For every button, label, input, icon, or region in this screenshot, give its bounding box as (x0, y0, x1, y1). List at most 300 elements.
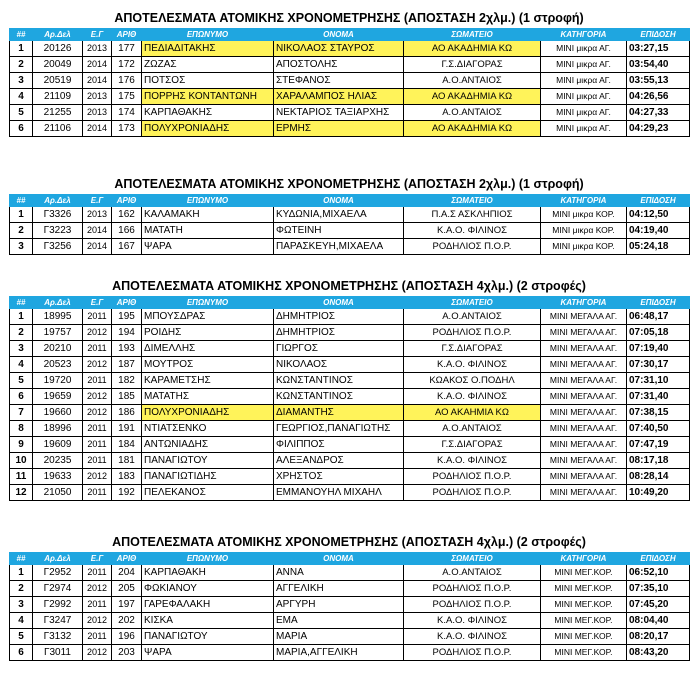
table-row (10, 309, 690, 325)
section-title: ΑΠΟΤΕΛΕΣΜΑΤΑ ΑΤΟΜΙΚΗΣ ΧΡΟΝΟΜΕΤΡΗΣΗΣ (ΑΠΟΣΤΑΣΗ 2χλμ.) (1 στροφή) (114, 11, 584, 25)
cell-arith: 166 (112, 223, 142, 239)
cell-del: Γ2974 (33, 581, 83, 597)
cell-name: ΔΗΜΗΤΡΙΟΣ (274, 325, 404, 341)
cell-surname: ΓΑΡΕΦΑΛΑΚΗ (142, 597, 274, 613)
cell-club: Α.Ο.ΑΝΤΑΙΟΣ (404, 421, 541, 437)
table-row (10, 341, 690, 357)
cell-n: 3 (10, 597, 33, 613)
cell-surname: ΚΑΛΑΜΑΚΗ (142, 207, 274, 223)
cell-time: 07:19,40 (627, 341, 690, 357)
cell-time: 06:48,17 (627, 309, 690, 325)
cell-eg: 2011 (83, 421, 112, 437)
cell-club: ΡΟΔΗΛΙΟΣ Π.Ο.Ρ. (404, 325, 541, 341)
cell-cat: ΜΙΝΙ ΜΕΓΑΛΑ ΑΓ. (541, 389, 627, 405)
cell-n: 7 (10, 405, 33, 421)
table-row (10, 485, 690, 501)
cell-surname: ΠΑΝΑΓΙΩΤΟΥ (142, 629, 274, 645)
cell-surname: ΚΙΣΚΑ (142, 613, 274, 629)
cell-time: 07:05,18 (627, 325, 690, 341)
cell-cat: ΜΙΝΙ ΜΕΓ.ΚΟΡ. (541, 613, 627, 629)
cell-cat: ΜΙΝΙ ΜΕΓΑΛΑ ΑΓ. (541, 357, 627, 373)
cell-time: 07:38,15 (627, 405, 690, 421)
results-table (9, 194, 690, 255)
cell-del: 21255 (33, 105, 83, 121)
cell-eg: 2011 (83, 309, 112, 325)
column-header: Ε.Γ (83, 297, 112, 309)
column-header: Αρ.Δελ (33, 29, 83, 41)
cell-club: ΡΟΔΗΛΙΟΣ Π.Ο.Ρ. (404, 239, 541, 255)
results-section-3 (9, 276, 689, 501)
cell-cat: ΜΙΝΙ μικρα ΚΟΡ. (541, 207, 627, 223)
cell-arith: 197 (112, 597, 142, 613)
cell-n: 10 (10, 453, 33, 469)
cell-n: 12 (10, 485, 33, 501)
column-header: ΣΩΜΑΤΕΙΟ (404, 29, 541, 41)
cell-del: Γ3011 (33, 645, 83, 661)
cell-n: 8 (10, 421, 33, 437)
cell-cat: ΜΙΝΙ μικρα ΑΓ. (541, 121, 627, 137)
cell-surname: ΠΟΡΡΗΣ ΚΟΝΤΑΝΤΩΝΗ (142, 89, 274, 105)
cell-arith: 202 (112, 613, 142, 629)
cell-n: 4 (10, 613, 33, 629)
cell-time: 07:30,17 (627, 357, 690, 373)
cell-name: ΑΠΟΣΤΟΛΗΣ (274, 57, 404, 73)
cell-time: 04:26,56 (627, 89, 690, 105)
cell-n: 2 (10, 223, 33, 239)
cell-arith: 185 (112, 389, 142, 405)
cell-club: Κ.Α.Ο. ΦΙΛΙΝΟΣ (404, 389, 541, 405)
cell-del: 20523 (33, 357, 83, 373)
table-row (10, 469, 690, 485)
results-section-2 (9, 174, 689, 255)
cell-del: 19757 (33, 325, 83, 341)
cell-name: ΕΜΜΑΝΟΥΗΛ ΜΙΧΑΗΛ (274, 485, 404, 501)
table-row (10, 405, 690, 421)
cell-eg: 2011 (83, 629, 112, 645)
cell-time: 07:31,40 (627, 389, 690, 405)
table-row (10, 389, 690, 405)
header-row (10, 553, 690, 565)
cell-name: ΔΙΑΜΑΝΤΗΣ (274, 405, 404, 421)
cell-club: ΡΟΔΗΛΙΟΣ Π.Ο.Ρ. (404, 485, 541, 501)
cell-eg: 2012 (83, 357, 112, 373)
cell-surname: ΠΟΛΥΧΡΟΝΙΑΔΗΣ (142, 405, 274, 421)
cell-club: Κ.Α.Ο. ΦΙΛΙΝΟΣ (404, 357, 541, 373)
column-header: ΕΠΩΝΥΜΟ (142, 553, 274, 565)
cell-cat: ΜΙΝΙ ΜΕΓΑΛΑ ΑΓ. (541, 437, 627, 453)
cell-arith: 176 (112, 73, 142, 89)
cell-cat: ΜΙΝΙ ΜΕΓΑΛΑ ΑΓ. (541, 309, 627, 325)
cell-cat: ΜΙΝΙ ΜΕΓΑΛΑ ΑΓ. (541, 341, 627, 357)
cell-surname: ΨΑΡΑ (142, 239, 274, 255)
cell-n: 6 (10, 121, 33, 137)
cell-club: ΑΟ ΑΚΑΔΗΜΙΑ ΚΩ (404, 89, 541, 105)
table-row (10, 325, 690, 341)
cell-n: 3 (10, 341, 33, 357)
column-header: ΚΑΤΗΓΟΡΙΑ (541, 297, 627, 309)
table-row (10, 41, 690, 57)
cell-time: 07:31,10 (627, 373, 690, 389)
cell-surname: ΚΑΡΠΑΘΑΚΗΣ (142, 105, 274, 121)
cell-n: 4 (10, 357, 33, 373)
cell-club: ΡΟΔΗΛΙΟΣ Π.Ο.Ρ. (404, 597, 541, 613)
results-section-1 (9, 8, 689, 137)
cell-arith: 187 (112, 357, 142, 373)
section-title: ΑΠΟΤΕΛΕΣΜΑΤΑ ΑΤΟΜΙΚΗΣ ΧΡΟΝΟΜΕΤΡΗΣΗΣ (ΑΠΟΣΤΑΣΗ 4χλμ.) (2 στροφές) (112, 279, 586, 293)
table-row (10, 453, 690, 469)
cell-arith: 167 (112, 239, 142, 255)
cell-n: 5 (10, 629, 33, 645)
column-header: ΟΝΟΜΑ (274, 29, 404, 41)
cell-club: ΑΟ ΑΚΑΔΗΜΙΑ ΚΩ (404, 121, 541, 137)
cell-club: Α.Ο.ΑΝΤΑΙΟΣ (404, 565, 541, 581)
column-header: ## (10, 553, 33, 565)
table-row (10, 357, 690, 373)
cell-club: Π.Α.Σ ΑΣΚΛΗΠΙΟΣ (404, 207, 541, 223)
cell-del: Γ3326 (33, 207, 83, 223)
cell-club: Κ.Α.Ο. ΦΙΛΙΝΟΣ (404, 629, 541, 645)
cell-club: Κ.Α.Ο. ΦΙΛΙΝΟΣ (404, 223, 541, 239)
cell-club: ΡΟΔΗΛΙΟΣ Π.Ο.Ρ. (404, 581, 541, 597)
cell-del: 19720 (33, 373, 83, 389)
cell-arith: 196 (112, 629, 142, 645)
cell-cat: ΜΙΝΙ ΜΕΓΑΛΑ ΑΓ. (541, 325, 627, 341)
column-header: ## (10, 195, 33, 207)
table-row (10, 121, 690, 137)
cell-time: 03:27,15 (627, 41, 690, 57)
cell-surname: ΠΟΤΣΟΣ (142, 73, 274, 89)
cell-club: Γ.Σ.ΔΙΑΓΟΡΑΣ (404, 341, 541, 357)
cell-surname: ΠΕΔΙΑΔΙΤΑΚΗΣ (142, 41, 274, 57)
cell-cat: ΜΙΝΙ ΜΕΓΑΛΑ ΑΓ. (541, 469, 627, 485)
cell-name: ΚΩΝΣΤΑΝΤΙΝΟΣ (274, 373, 404, 389)
cell-name: ΠΑΡΑΣΚΕΥΗ,ΜΙΧΑΕΛΑ (274, 239, 404, 255)
cell-arith: 174 (112, 105, 142, 121)
cell-arith: 184 (112, 437, 142, 453)
cell-time: 08:04,40 (627, 613, 690, 629)
table-row (10, 613, 690, 629)
cell-name: ΜΑΡΙΑ (274, 629, 404, 645)
cell-time: 06:52,10 (627, 565, 690, 581)
cell-eg: 2012 (83, 469, 112, 485)
cell-surname: ΚΑΡΠΑΘΑΚΗ (142, 565, 274, 581)
cell-name: ΑΓΓΕΛΙΚΗ (274, 581, 404, 597)
cell-time: 05:24,18 (627, 239, 690, 255)
column-header: ΕΠΩΝΥΜΟ (142, 195, 274, 207)
cell-del: 20126 (33, 41, 83, 57)
column-header: ΕΠΙΔΟΣΗ (627, 553, 690, 565)
cell-arith: 173 (112, 121, 142, 137)
cell-eg: 2011 (83, 565, 112, 581)
column-header: ΑΡΙΘ (112, 195, 142, 207)
table-row (10, 581, 690, 597)
cell-name: ΔΗΜΗΤΡΙΟΣ (274, 309, 404, 325)
cell-eg: 2012 (83, 325, 112, 341)
table-row (10, 421, 690, 437)
cell-arith: 183 (112, 469, 142, 485)
cell-time: 07:35,10 (627, 581, 690, 597)
table-row (10, 105, 690, 121)
cell-arith: 192 (112, 485, 142, 501)
column-header: ΕΠΩΝΥΜΟ (142, 297, 274, 309)
cell-arith: 203 (112, 645, 142, 661)
cell-cat: ΜΙΝΙ μικρα ΑΓ. (541, 105, 627, 121)
section-title: ΑΠΟΤΕΛΕΣΜΑΤΑ ΑΤΟΜΙΚΗΣ ΧΡΟΝΟΜΕΤΡΗΣΗΣ (ΑΠΟΣΤΑΣΗ 2χλμ.) (1 στροφή) (114, 177, 584, 191)
cell-del: 20210 (33, 341, 83, 357)
column-header: Ε.Γ (83, 553, 112, 565)
cell-surname: ΨΑΡΑ (142, 645, 274, 661)
column-header: ΚΑΤΗΓΟΡΙΑ (541, 195, 627, 207)
cell-name: ΕΜΑ (274, 613, 404, 629)
table-row (10, 645, 690, 661)
cell-name: ΦΙΛΙΠΠΟΣ (274, 437, 404, 453)
cell-del: Γ3247 (33, 613, 83, 629)
cell-eg: 2014 (83, 57, 112, 73)
column-header: ΕΠΙΔΟΣΗ (627, 297, 690, 309)
cell-cat: ΜΙΝΙ ΜΕΓΑΛΑ ΑΓ. (541, 405, 627, 421)
cell-eg: 2011 (83, 597, 112, 613)
cell-arith: 205 (112, 581, 142, 597)
cell-club: ΚΩΑΚΟΣ Ο.ΠΟΔΗΛ (404, 373, 541, 389)
cell-eg: 2011 (83, 485, 112, 501)
cell-name: ΕΡΜΗΣ (274, 121, 404, 137)
cell-time: 04:19,40 (627, 223, 690, 239)
cell-club: Γ.Σ.ΔΙΑΓΟΡΑΣ (404, 437, 541, 453)
cell-surname: ΠΑΝΑΓΙΩΤΙΔΗΣ (142, 469, 274, 485)
cell-name: ΦΩΤΕΙΝΗ (274, 223, 404, 239)
column-header: ΣΩΜΑΤΕΙΟ (404, 553, 541, 565)
cell-del: 19660 (33, 405, 83, 421)
cell-surname: ΖΩΖΑΣ (142, 57, 274, 73)
cell-surname: ΠΕΛΕΚΑΝΟΣ (142, 485, 274, 501)
cell-arith: 191 (112, 421, 142, 437)
cell-surname: ΜΟΥΤΡΟΣ (142, 357, 274, 373)
cell-del: Γ3223 (33, 223, 83, 239)
column-header: ΟΝΟΜΑ (274, 297, 404, 309)
cell-time: 03:55,13 (627, 73, 690, 89)
cell-n: 1 (10, 309, 33, 325)
cell-time: 04:12,50 (627, 207, 690, 223)
cell-name: ΧΑΡΑΛΑΜΠΟΣ ΗΛΙΑΣ (274, 89, 404, 105)
cell-del: Γ2952 (33, 565, 83, 581)
cell-name: ΣΤΕΦΑΝΟΣ (274, 73, 404, 89)
cell-arith: 204 (112, 565, 142, 581)
cell-n: 5 (10, 373, 33, 389)
column-header: ΕΠΩΝΥΜΟ (142, 29, 274, 41)
column-header: ΑΡΙΘ (112, 553, 142, 565)
cell-arith: 181 (112, 453, 142, 469)
results-section-4 (9, 532, 689, 661)
cell-del: 21050 (33, 485, 83, 501)
cell-cat: ΜΙΝΙ ΜΕΓ.ΚΟΡ. (541, 645, 627, 661)
cell-surname: ΦΩΚΙΑΝΟΥ (142, 581, 274, 597)
cell-cat: ΜΙΝΙ μικρα ΚΟΡ. (541, 239, 627, 255)
cell-time: 08:43,20 (627, 645, 690, 661)
column-header: ΚΑΤΗΓΟΡΙΑ (541, 553, 627, 565)
cell-n: 2 (10, 325, 33, 341)
cell-club: Α.Ο.ΑΝΤΑΙΟΣ (404, 105, 541, 121)
column-header: ΟΝΟΜΑ (274, 553, 404, 565)
results-table (9, 28, 690, 137)
cell-cat: ΜΙΝΙ μικρα ΑΓ. (541, 89, 627, 105)
cell-eg: 2011 (83, 437, 112, 453)
cell-surname: ΝΤΙΑΤΣΕΝΚΟ (142, 421, 274, 437)
cell-eg: 2012 (83, 389, 112, 405)
cell-club: ΑΟ ΑΚΑΗΜΙΑ ΚΩ (404, 405, 541, 421)
column-header: Ε.Γ (83, 29, 112, 41)
cell-name: ΝΕΚΤΑΡΙΟΣ ΤΑΞΙΑΡΧΗΣ (274, 105, 404, 121)
cell-del: 19659 (33, 389, 83, 405)
cell-n: 1 (10, 565, 33, 581)
cell-club: Κ.Α.Ο. ΦΙΛΙΝΟΣ (404, 453, 541, 469)
cell-del: 20519 (33, 73, 83, 89)
cell-time: 04:29,23 (627, 121, 690, 137)
cell-arith: 193 (112, 341, 142, 357)
cell-arith: 162 (112, 207, 142, 223)
cell-del: Γ2992 (33, 597, 83, 613)
cell-name: ΑΝΝΑ (274, 565, 404, 581)
column-header: Ε.Γ (83, 195, 112, 207)
cell-surname: ΜΑΤΑΤΗ (142, 223, 274, 239)
cell-time: 04:27,33 (627, 105, 690, 121)
cell-club: Α.Ο.ΑΝΤΑΙΟΣ (404, 309, 541, 325)
cell-del: Γ3132 (33, 629, 83, 645)
cell-n: 2 (10, 581, 33, 597)
cell-time: 08:28,14 (627, 469, 690, 485)
cell-club: ΡΟΔΗΛΙΟΣ Π.Ο.Ρ. (404, 469, 541, 485)
cell-name: ΜΑΡΙΑ,ΑΓΓΕΛΙΚΗ (274, 645, 404, 661)
cell-n: 3 (10, 73, 33, 89)
header-row (10, 29, 690, 41)
section-title: ΑΠΟΤΕΛΕΣΜΑΤΑ ΑΤΟΜΙΚΗΣ ΧΡΟΝΟΜΕΤΡΗΣΗΣ (ΑΠΟΣΤΑΣΗ 4χλμ.) (2 στροφές) (112, 535, 586, 549)
cell-arith: 177 (112, 41, 142, 57)
cell-club: Γ.Σ.ΔΙΑΓΟΡΑΣ (404, 57, 541, 73)
cell-del: 20049 (33, 57, 83, 73)
cell-n: 6 (10, 389, 33, 405)
cell-arith: 186 (112, 405, 142, 421)
cell-eg: 2011 (83, 373, 112, 389)
cell-n: 5 (10, 105, 33, 121)
cell-cat: ΜΙΝΙ ΜΕΓ.ΚΟΡ. (541, 565, 627, 581)
table-row (10, 57, 690, 73)
table-row (10, 207, 690, 223)
cell-surname: ΡΟΙΔΗΣ (142, 325, 274, 341)
cell-name: ΚΩΝΣΤΑΝΤΙΝΟΣ (274, 389, 404, 405)
cell-surname: ΠΑΝΑΓΙΩΤΟΥ (142, 453, 274, 469)
cell-surname: ΜΠΟΥΣΔΡΑΣ (142, 309, 274, 325)
column-header: ## (10, 297, 33, 309)
cell-arith: 175 (112, 89, 142, 105)
cell-surname: ΚΑΡΑΜΕΤΣΗΣ (142, 373, 274, 389)
table-row (10, 89, 690, 105)
cell-surname: ΑΝΤΩΝΙΑΔΗΣ (142, 437, 274, 453)
column-header: ΣΩΜΑΤΕΙΟ (404, 195, 541, 207)
cell-eg: 2014 (83, 121, 112, 137)
cell-del: 21106 (33, 121, 83, 137)
cell-time: 07:45,20 (627, 597, 690, 613)
results-table (9, 552, 690, 661)
cell-arith: 195 (112, 309, 142, 325)
column-header: Αρ.Δελ (33, 297, 83, 309)
cell-cat: ΜΙΝΙ μικρα ΚΟΡ. (541, 223, 627, 239)
cell-cat: ΜΙΝΙ μικρα ΑΓ. (541, 73, 627, 89)
cell-n: 1 (10, 207, 33, 223)
results-table (9, 296, 690, 501)
table-row (10, 239, 690, 255)
cell-time: 10:49,20 (627, 485, 690, 501)
cell-eg: 2014 (83, 223, 112, 239)
cell-time: 03:54,40 (627, 57, 690, 73)
cell-n: 4 (10, 89, 33, 105)
cell-del: 18995 (33, 309, 83, 325)
cell-eg: 2014 (83, 73, 112, 89)
cell-surname: ΔΙΜΕΛΛΗΣ (142, 341, 274, 357)
cell-eg: 2011 (83, 341, 112, 357)
cell-arith: 182 (112, 373, 142, 389)
cell-time: 08:20,17 (627, 629, 690, 645)
cell-eg: 2012 (83, 581, 112, 597)
cell-del: 19609 (33, 437, 83, 453)
cell-del: 19633 (33, 469, 83, 485)
column-header: ΑΡΙΘ (112, 297, 142, 309)
table-row (10, 373, 690, 389)
cell-name: ΝΙΚΟΛΑΟΣ (274, 357, 404, 373)
cell-eg: 2014 (83, 239, 112, 255)
cell-eg: 2012 (83, 405, 112, 421)
cell-del: 21109 (33, 89, 83, 105)
cell-n: 1 (10, 41, 33, 57)
cell-name: ΑΛΕΞΑΝΔΡΟΣ (274, 453, 404, 469)
cell-cat: ΜΙΝΙ μικρα ΑΓ. (541, 57, 627, 73)
table-row (10, 223, 690, 239)
cell-n: 6 (10, 645, 33, 661)
cell-eg: 2013 (83, 41, 112, 57)
column-header: ## (10, 29, 33, 41)
cell-arith: 172 (112, 57, 142, 73)
cell-surname: ΜΑΤΑΤΗΣ (142, 389, 274, 405)
cell-cat: ΜΙΝΙ ΜΕΓ.ΚΟΡ. (541, 581, 627, 597)
cell-arith: 194 (112, 325, 142, 341)
cell-n: 3 (10, 239, 33, 255)
cell-surname: ΠΟΛΥΧΡΟΝΙΑΔΗΣ (142, 121, 274, 137)
cell-del: Γ3256 (33, 239, 83, 255)
cell-cat: ΜΙΝΙ ΜΕΓ.ΚΟΡ. (541, 629, 627, 645)
cell-name: ΝΙΚΟΛΑΟΣ ΣΤΑΥΡΟΣ (274, 41, 404, 57)
table-row (10, 597, 690, 613)
table-row (10, 629, 690, 645)
cell-name: ΚΥΔΩΝΙΑ,ΜΙΧΑΕΛΑ (274, 207, 404, 223)
cell-eg: 2013 (83, 105, 112, 121)
column-header: ΚΑΤΗΓΟΡΙΑ (541, 29, 627, 41)
cell-n: 9 (10, 437, 33, 453)
column-header: ΕΠΙΔΟΣΗ (627, 195, 690, 207)
cell-eg: 2013 (83, 89, 112, 105)
cell-time: 08:17,18 (627, 453, 690, 469)
cell-cat: ΜΙΝΙ ΜΕΓΑΛΑ ΑΓ. (541, 485, 627, 501)
column-header: Αρ.Δελ (33, 195, 83, 207)
cell-cat: ΜΙΝΙ ΜΕΓΑΛΑ ΑΓ. (541, 373, 627, 389)
cell-n: 2 (10, 57, 33, 73)
column-header: ΕΠΙΔΟΣΗ (627, 29, 690, 41)
cell-time: 07:40,50 (627, 421, 690, 437)
cell-club: ΡΟΔΗΛΙΟΣ Π.Ο.Ρ. (404, 645, 541, 661)
cell-club: ΑΟ ΑΚΑΔΗΜΙΑ ΚΩ (404, 41, 541, 57)
table-row (10, 565, 690, 581)
column-header: ΣΩΜΑΤΕΙΟ (404, 297, 541, 309)
cell-cat: ΜΙΝΙ ΜΕΓ.ΚΟΡ. (541, 597, 627, 613)
cell-name: ΧΡΗΣΤΟΣ (274, 469, 404, 485)
column-header: Αρ.Δελ (33, 553, 83, 565)
